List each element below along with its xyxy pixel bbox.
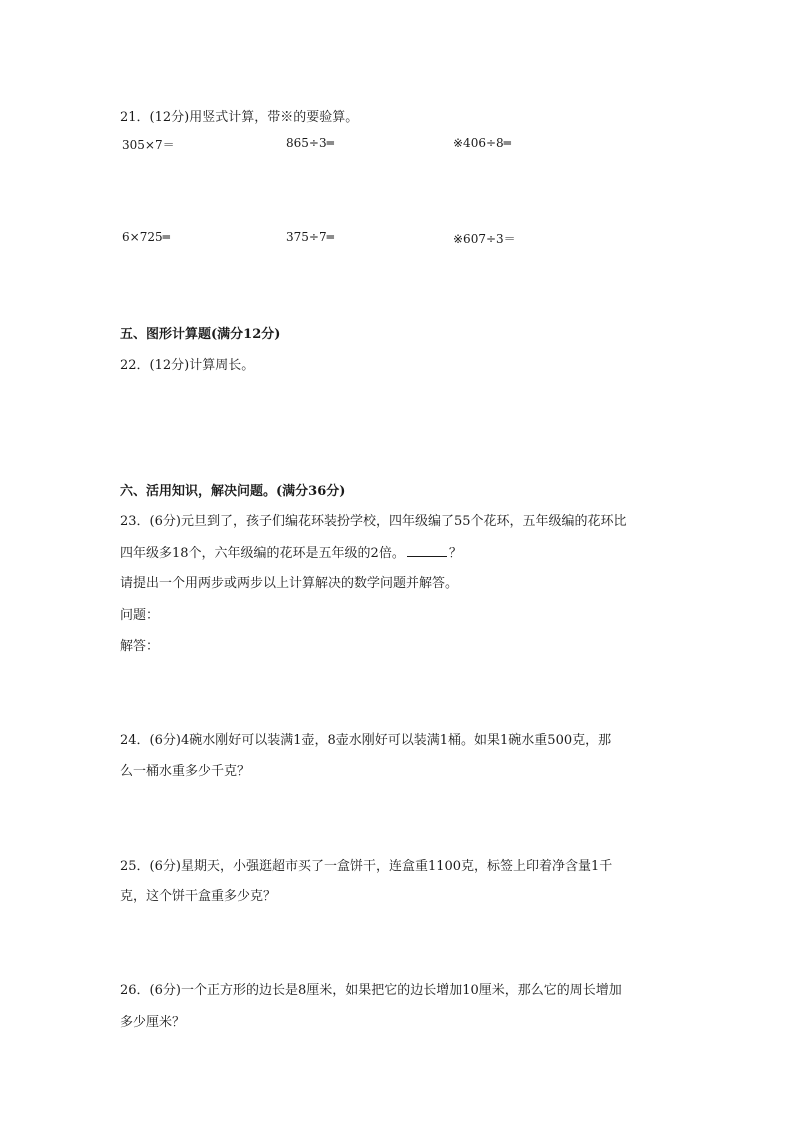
section5-heading: 五、图形计算题(满分12分) [120,327,281,342]
calc-6x725: 6×725═ [122,230,170,244]
calc-406div8: ※406÷8═ [453,136,511,150]
q25-line1: 25．(6分)星期天，小强逛超市买了一盒饼干，连盒重1100克，标签上印着净含量1千 [120,859,613,874]
calc-375div7: 375÷7═ [286,230,334,244]
calc-865div3: 865÷3═ [286,136,334,150]
calc-607div3: ※607÷3＝ [453,232,516,246]
q26-line2: 多少厘米？ [120,1015,186,1030]
q23-answer-label: 解答： [120,639,160,654]
q24-line2: 么一桶水重多少千克？ [120,764,251,779]
q26-line1: 26．(6分)一个正方形的边长是8厘米，如果把它的边长增加10厘米，那么它的周长增加 [120,983,622,998]
q23-question-label: 问题： [120,608,160,623]
calc-305x7: 305×7＝ [122,138,175,152]
q23-line2-end: ？ [448,546,462,561]
section6-heading: 六、活用知识，解决问题。(满分36分) [120,484,346,499]
q23-line2-text: 四年级多18个，六年级编的花环是五年级的2倍。 [120,546,405,561]
q25-line2: 克，这个饼干盒重多少克？ [120,889,277,904]
answer-blank[interactable] [407,544,447,557]
q22-title: 22．(12分)计算周长。 [120,358,255,373]
q23-line2 [120,542,462,561]
q24-line1: 24．(6分)4碗水刚好可以装满1壶，8壶水刚好可以装满1桶。如果1碗水重500克，那 [120,733,612,748]
q21-title: 21．(12分)用竖式计算，带※的要验算。 [120,110,359,125]
q23-line3: 请提出一个用两步或两步以上计算解决的数学问题并解答。 [120,576,459,591]
q23-line1: 23．(6分)元旦到了，孩子们编花环装扮学校，四年级编了55个花环，五年级编的花环比 [120,514,627,529]
